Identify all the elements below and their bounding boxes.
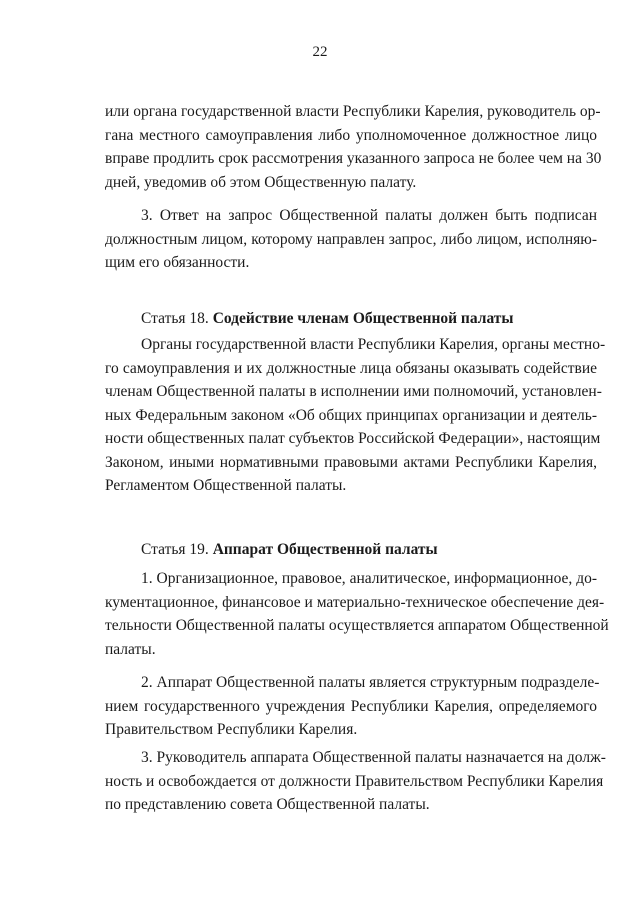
text-line: нием государственного учреждения Республики Карелия, определяемого [105,697,597,715]
article-19-paragraph-3 [105,746,606,817]
text-line: по представлению совета Общественной палаты. [105,796,430,813]
text-line: вправе продлить срок рассмотрения указанного запроса не более чем на 30 [105,150,602,167]
text-line: или органа государственной власти Республики Карелия, руководитель ор- [105,103,601,120]
text-line: 2. Аппарат Общественной палаты является структурным подразделе- [141,674,600,691]
article-19-prefix: Статья 19. [141,541,213,558]
text-line: го самоуправления и их должностные лица обязаны оказывать содействие [105,359,597,377]
text-line: ных Федеральным законом «Об общих принципах организации и деятель- [105,406,597,424]
text-line: ности общественных палат субъектов Российской Федерации», настоящим [105,430,601,447]
text-line: 1. Организационное, правовое, аналитическое, информационное, до- [141,570,597,587]
text-line: 3. Руководитель аппарата Общественной палаты назначается на долж- [141,749,606,766]
article-19-title: Аппарат Общественной палаты [212,541,438,558]
text-line: кументационное, финансовое и материально-техническое обеспечение дея- [105,593,605,611]
text-line: гана местного самоуправления либо уполномоченное должностное лицо [105,126,597,144]
article-18-title: Содействие членам Общественной палаты [212,310,514,327]
text-line: должностным лицом, которому направлен запрос, либо лицом, исполняю- [105,230,597,248]
page-number: 22 [312,44,328,60]
text-line: щим его обязанности. [105,254,250,271]
article-19-heading [105,538,597,562]
text-line: тельности Общественной палаты осуществляется аппаратом Общественной [105,617,609,634]
article-18-heading-block [105,307,597,331]
text-line: дней, уведомив об этом Общественную палату. [105,173,417,191]
text-line: ность и освобождается от должности Правительством Республики Карелия [105,772,604,790]
text-line: 3. Ответ на запрос Общественной палаты должен быть подписан [141,207,597,224]
article-18-body [105,333,606,498]
article-19-paragraph-2 [105,671,600,742]
text-line: Законом, иными нормативными правовыми актами Республики Карелия, [105,453,597,471]
article-18-prefix: Статья 18. [141,310,213,327]
text-line: палаты. [105,640,156,658]
article-19-paragraph-1 [105,567,609,661]
text-line: Регламентом Общественной палаты. [105,477,347,494]
article-18-heading [105,307,597,331]
paragraph-item-3 [105,204,597,275]
paragraph-continuation [105,100,602,194]
text-line: Органы государственной власти Республики Карелия, органы местно- [141,336,606,353]
text-line: членам Общественной палаты в исполнении ими полномочий, установлен- [105,383,602,400]
text-line: Правительством Республики Карелия. [105,721,358,738]
article-19-heading-block [105,538,597,562]
